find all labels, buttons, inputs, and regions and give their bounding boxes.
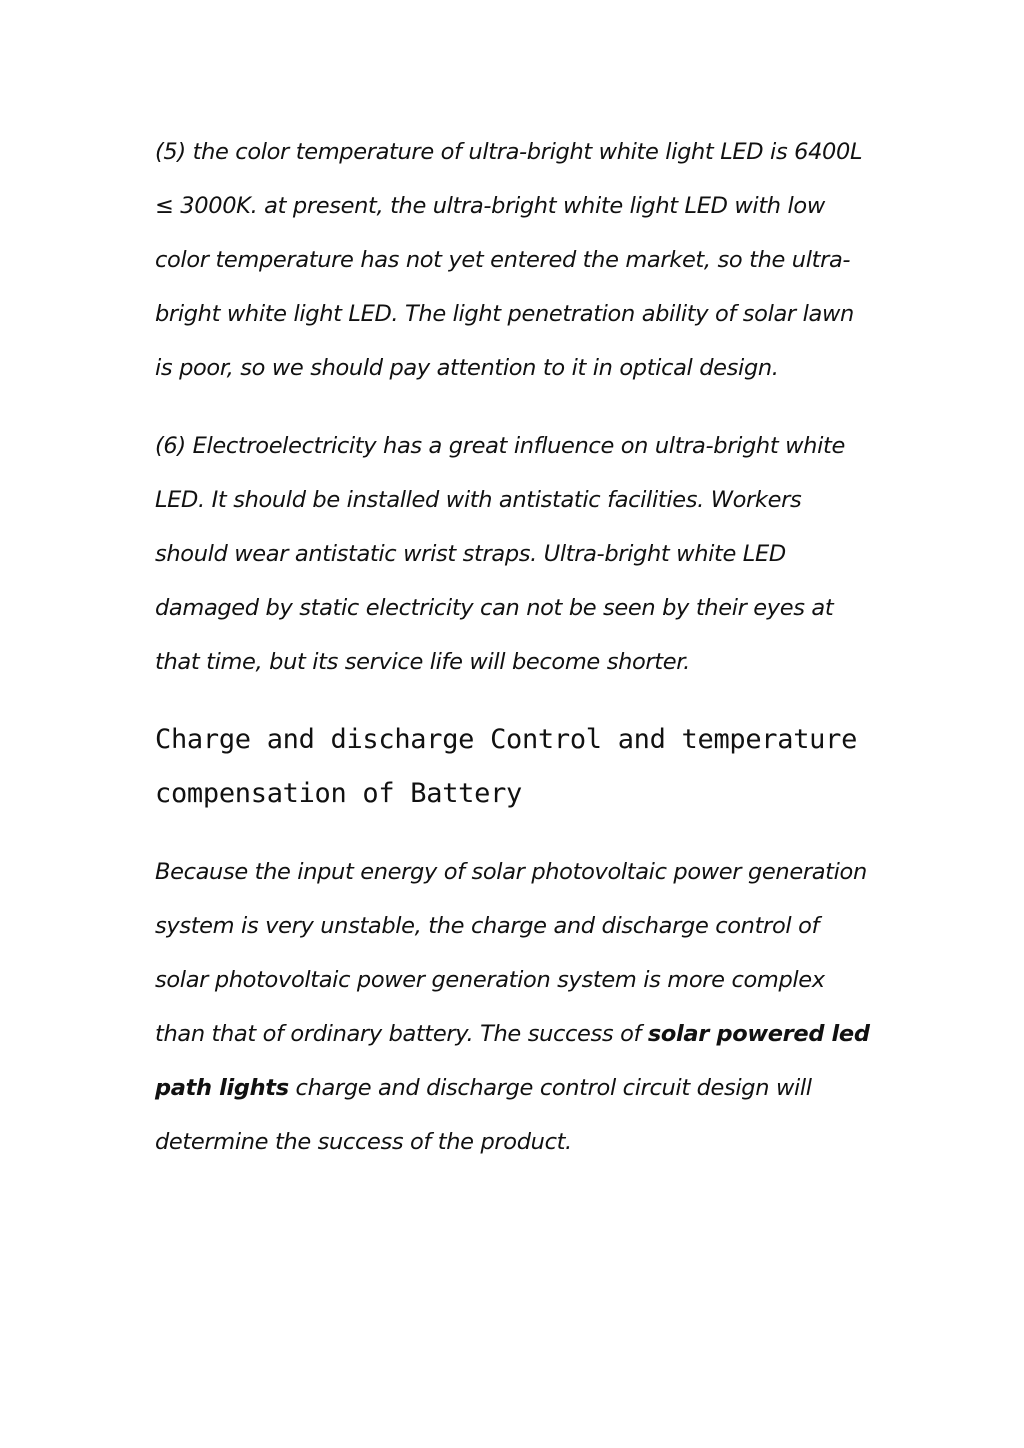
product-keyword: solar powered led path lights [155,1021,870,1101]
paragraph-battery-text-after: charge and discharge control circuit design will determine the success of the product. [155,1075,812,1155]
paragraph-6: (6) Electroelectricity has a great influence on ultra-bright white LED. It should be installed with antistatic facilities. Workers should wear antistatic wrist straps. Ultra-bright white LED damaged by static electricity can not be seen by their eyes at that time, but its service life will become shorter. [155,433,845,675]
paragraph-5: (5) the color temperature of ultra-bright white light LED is 6400L ≤ 3000K. at present, the ultra-bright white light LED with low color temperature has not yet entered the market, so the ultra-bright white light LED. The light penetration ability of solar lawn is poor, so we should pay attention to it in optical design. [155,139,863,381]
document-page [155,125,875,1169]
section-heading: Charge and discharge Control and temperature compensation of Battery [155,724,858,809]
paragraph-battery-text-before: Because the input energy of solar photovoltaic power generation system is very unstable, the charge and discharge control of solar photovoltaic power generation system is more complex than that of ordinary battery. The success of [155,859,867,1047]
paragraph-battery [155,845,875,1169]
